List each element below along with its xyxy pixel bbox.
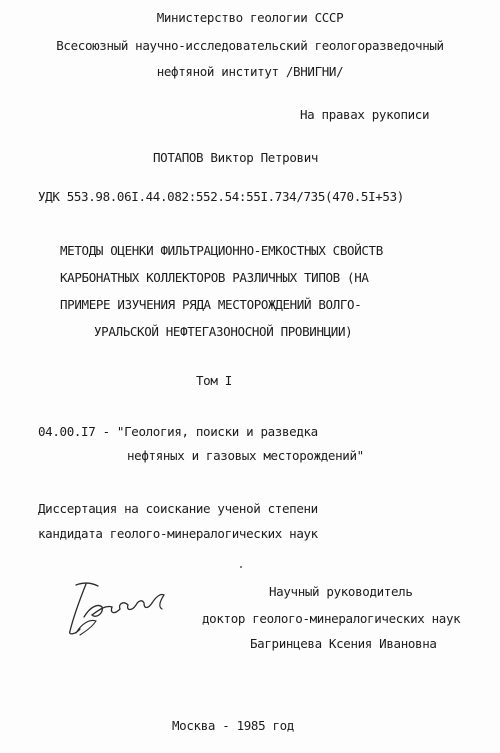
author-name: ПОТАПОВ Виктор Петрович [153, 150, 319, 165]
manuscript-rights-note: На правах рукописи [300, 107, 430, 122]
supervisor-degree: доктор геолого-минералогических наук [202, 611, 461, 626]
supervisor-name: Багринцева Ксения Ивановна [250, 636, 437, 651]
dissertation-line-1: Диссертация на соискание ученой степени [38, 501, 318, 516]
supervisor-role: Научный руководитель [269, 584, 413, 599]
dissertation-line-2: кандидата геолого-минералогических наук [38, 526, 318, 541]
ministry-line: Министерство геологии СССР [156, 10, 344, 25]
title-line-1: МЕТОДЫ ОЦЕНКИ ФИЛЬТРАЦИОННО-ЕМКОСТНЫХ СВОЙСТВ [60, 243, 383, 258]
institute-line-2: нефтяной институт /ВНИГНИ/ [156, 64, 344, 79]
title-line-3: ПРИМЕРЕ ИЗУЧЕНИЯ РЯДА МЕСТОРОЖДЕНИЙ ВОЛГО- [60, 297, 362, 312]
title-line-4: УРАЛЬСКОЙ НЕФТЕГАЗОНОСНОЙ ПРОВИНЦИИ) [94, 324, 353, 339]
institute-line-1: Всесоюзный научно-исследовательский геологоразведочный [56, 38, 444, 53]
volume-label: Том I [196, 373, 232, 388]
handwritten-signature [62, 573, 172, 643]
specialty-line-2: нефтяных и газовых месторождений" [127, 448, 364, 463]
udc-code: УДК 553.98.06I.44.082:552.54:55I.734/735(470.5I+53) [38, 189, 404, 204]
title-line-2: КАРБОНАТНЫХ КОЛЛЕКТОРОВ РАЗЛИЧНЫХ ТИПОВ (НА [60, 270, 369, 285]
place-and-year: Москва - 1985 год [172, 718, 294, 733]
specialty-line-1: 04.00.I7 - "Геология, поиски и разведка [38, 424, 318, 439]
ink-dot [240, 566, 242, 568]
